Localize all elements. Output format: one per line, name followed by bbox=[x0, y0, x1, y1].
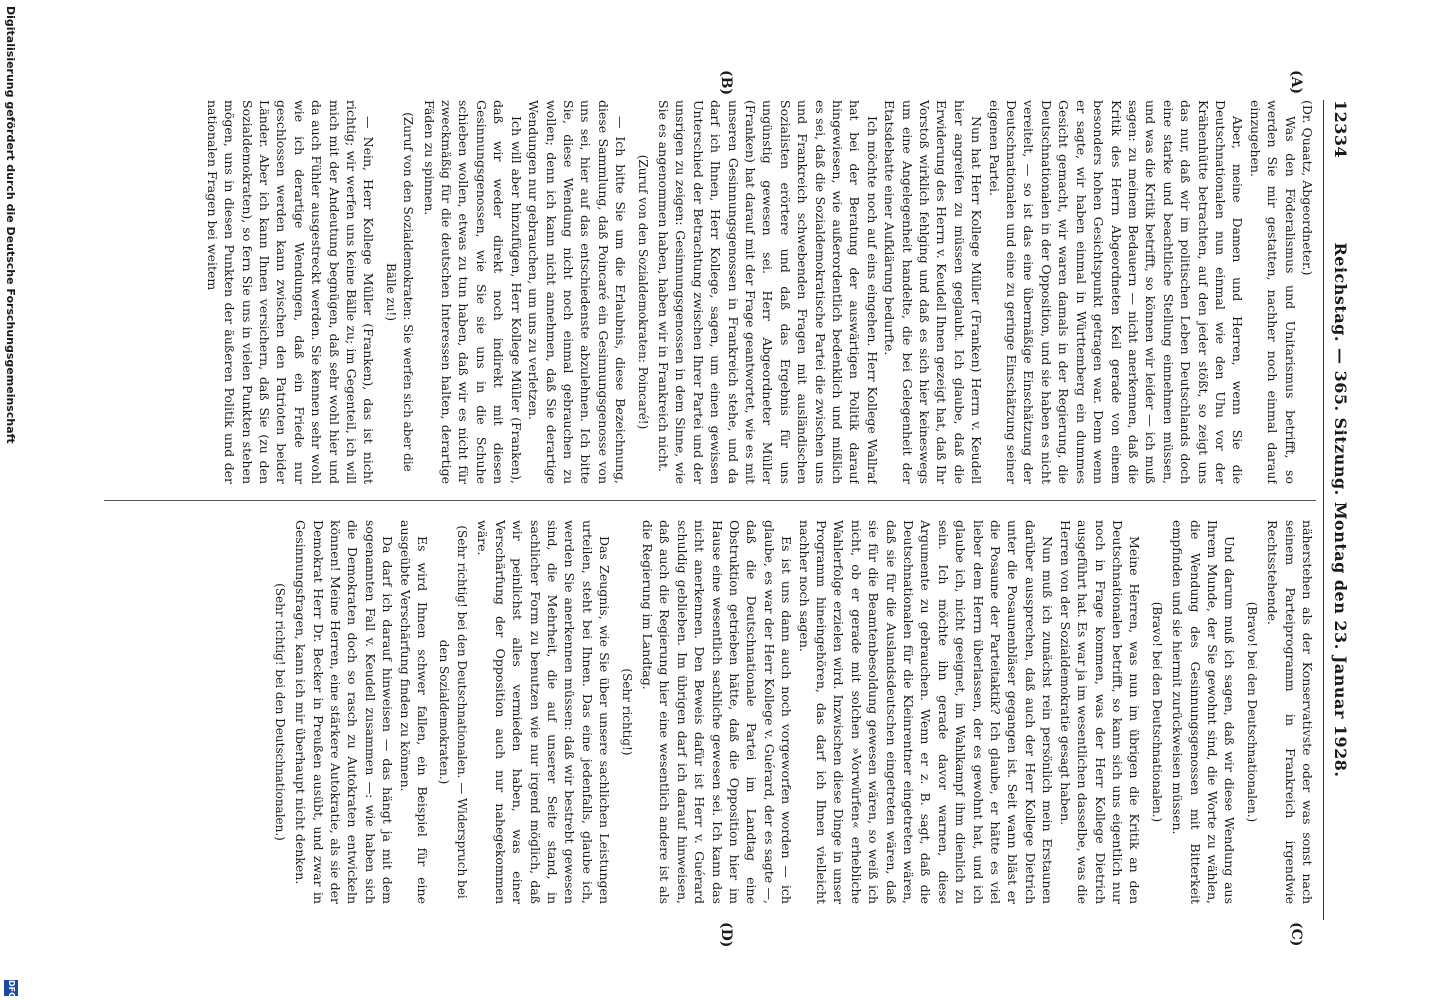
margin-marker-d: (D) bbox=[718, 922, 734, 948]
margin-marker-b: (B) bbox=[718, 70, 734, 96]
paragraph: Da darf ich darauf hinweisen — das hängt ja mit dem sogenannten Fall v. Keudell zusammen —: wie haben sich die Demokraten doch so rasch zu Autokraten entwickeln können! Meine Herren, eine stärkere Autokratie, als sie der Demokrat Herr Dr. Becker in Preußen ausübt, und zwar in Gesinnungsfragen, kann ich mir überhaupt nicht denken. bbox=[293, 520, 396, 904]
interjection: (Zuruf von den Sozialdemokraten: Sie werfen sich aber die Bälle zu!) bbox=[383, 112, 416, 472]
page-header bbox=[1324, 100, 1354, 920]
interjection: (Bravo! bei den Deutschnationalen.) bbox=[1244, 601, 1259, 823]
paragraph: Es wird Ihnen schwer fallen, ein Beispiel für eine ausgeübte Verschärfung finden zu können. bbox=[397, 520, 431, 904]
right-column bbox=[104, 520, 1316, 904]
header-rule bbox=[1323, 100, 1324, 920]
page-title: Reichstag. — 365. Sitzung. Montag den 23. Januar 1928. bbox=[1331, 242, 1350, 778]
interjection: (Zuruf von den Sozialdemokraten: Poincaré!) bbox=[635, 154, 650, 430]
speaker-line: (Dr. Quaatz, Abgeordneter.) bbox=[1300, 100, 1315, 276]
paragraph: Meine Herren, was nun im übrigen die Kritik an den Deutschnationalen betrifft, so kann sich uns eigentlich nur noch in Frage kommen, was der Herr Kollege Dietrich ausgeführt hat. Es war ja im wesentlichen dasselbe, was die Herren von der Sozialdemokratie gesagt haben. bbox=[1057, 520, 1143, 904]
interjection: (Sehr richtig!) bbox=[619, 668, 634, 756]
digitization-footer bbox=[0, 0, 20, 1000]
paragraph: Nun hat Herr Kollege Müller (Franken) Herrn v. Keudell hier angreifen zu müssen geglaubt. Ich glaube, daß die Erwiderung des Herrn v. Keudell Ihnen gezeigt hat, daß Ihr Vorstoß wirklich fehlging und daß es sich hier keineswegs um eine Angelegenheit handelte, die bei Gelegenheit der Etatsdebatte einer Aufklärung bedurfte. bbox=[882, 100, 985, 484]
dfg-logo-icon: DFG bbox=[4, 980, 18, 996]
funding-credit: Digitalisierung gefördert durch die Deutsche Forschungsgemeinschaft bbox=[4, 6, 17, 444]
page-number: 12334 bbox=[1331, 100, 1350, 159]
interjection: (Bravo! bei den Deutschnationalen.) bbox=[1149, 601, 1164, 823]
paragraph: Ich möchte noch auf eins eingehen. Herr Kollege Wallraf hat bei der Beratung der auswärtigen Politik darauf hingewiesen, wie außerordentlich bedenklich und mißlich es sei, daß die Sozialdemokratische Partei die zwischen uns und Frankreich schwebenden Fragen mit ausländischen Sozialisten erörtere und daß das Ergebnis für uns ungünstig gewesen sei. Herr Abgeordneter Müller (Franken) hat darauf mit der Frage geantwortet, wie es mit unseren Gesinnungsgenossen in Frankreich stehe, und da darf ich Ihnen, Herr Kollege, sagen, um einen gewissen Unterschied der Betrachtung zwischen Ihrer Partei und der unsrigen zu zeigen: Gesinnungsgenossen in dem Sinne, wie Sie es angenommen haben, haben wir in Frankreich nicht. bbox=[655, 100, 880, 484]
paragraph: Aber, meine Damen und Herren, wenn Sie die Deutschnationalen nun einmal wie den Uhu vor der Krähenhütte betrachten, auf den jeder stößt, so zeigt uns das nur, daß wir im politischen Leben Deutschlands doch eine starke und beachtliche Stellung einnehmen müssen, und was die Kritik betrifft, so können wir leider — ich muß sagen: zu meinem Bedauern — nicht anerkennen, daß die Kritik des Herrn Abgeordneten Keil gerade von einem besonders hohen Gesichtspunkt getragen war. Denn wenn er sagte, wir haben einmal in Württemberg ein dummes Gesicht gemacht, wir waren damals in der Regierung, die Deutschnationalen in der Opposition, und sie haben es nicht vereitelt, — so ist das eine übermäßige Einschätzung der Deutschnationalen und eine zu geringe Einschätzung seiner eigenen Partei. bbox=[986, 100, 1246, 484]
paragraph: — Nein, Herr Kollege Müller (Franken), das ist nicht richtig; wir werfen uns keine Bälle zu; im Gegenteil, ich will mich mit der Andeutung begnügen, daß sehr wohl hier und da auch Fühler ausgestreckt werden. Sie kennen sehr wohl wie ich derartige Wendungen, daß ein Friede nur geschlossen werden kann zwischen den Patrioten beider Länder. Aber ich kann Ihnen versichern, daß Sie (zu den Sozialdemokraten), so fern Sie uns in vielen Punkten stehen mögen, uns in diesen Punkten der äußeren Politik und der nationalen Fragen bei weitem bbox=[204, 100, 377, 484]
margin-marker-c: (C) bbox=[1288, 922, 1304, 947]
column-divider bbox=[104, 500, 1316, 501]
paragraph: Das Zeugnis, wie Sie über unsere sachlichen Leistungen urteilen, steht bei Ihnen. Das eine jedenfalls, glaube ich, werden Sie anerkennen müssen: daß wir bestrebt gewesen sind, die Mehrheit, die auf unserer Seite stand, in sachlicher Form zu benutzen wie nur irgend möglich, daß wir peinlichst alles vermieden haben, was einer Verschärfung der Opposition auch nur nahegekommen wäre. bbox=[475, 520, 613, 904]
interjection: (Sehr richtig! bei den Deutschnationalen. — Widerspruch bei den Sozialdemokraten.) bbox=[437, 525, 469, 899]
paragraph: Ich will aber hinzufügen, Herr Kollege Müller (Franken), daß wir weder direkt noch indirekt mit diesen Gesinnungsgenossen, wie Sie sie uns in die Schuhe schieben wollen, etwas zu tun haben, daß wir es nicht für zweckmäßig für die deutschen Interessen halten, derartige Fäden zu spinnen. bbox=[421, 100, 524, 484]
paragraph: — Ich bitte Sie um die Erlaubnis, diese Bezeichnung, diese Sammlung, daß Poincaré ein Gesinnungsgenosse von uns sei, hier auf das entschiedenste abzulehnen. Ich bitte Sie, diese Wendung nicht noch einmal gebrauchen zu wollen; denn ich kann nicht annehmen, daß Sie derartige Wendungen nur gebrauchen, um uns zu verletzen. bbox=[526, 100, 629, 484]
left-column bbox=[104, 100, 1316, 484]
paragraph: Was den Föderalismus und Unitarismus betrifft, so werden Sie mir gestatten, nachher noch einmal darauf einzugehen. bbox=[1247, 100, 1298, 484]
margin-marker-a: (A) bbox=[1288, 70, 1304, 95]
paragraph: Und darum muß ich sagen, daß wir diese Wendung aus Ihrem Munde, der Sie gewohnt sind, die Worte zu wählen, die Wendung des Gesinnungsgenossen mit Bitterkeit empfinden und sie hiermit zurückweisen müssen. bbox=[1170, 520, 1238, 904]
paragraph: Es ist uns dann auch noch vorgeworfen worden — ich glaube, es war der Herr Kollege v. Guérard, der es sagte —, daß die Deutschnationale Partei im Landtag eine Obstruktion getrieben hätte, daß die Opposition hier im Hause eine wesentlich sachliche gewesen sei. Ich kann das nicht anerkennen. Den Beweis dafür ist Herr v. Guérard schuldig geblieben. Im übrigen darf ich darauf hinweisen, daß auch die Regierung hier eine wesentlich andere ist als die Regierung im Landtag. bbox=[639, 520, 795, 904]
paragraph: näherstehen als der Konservativste oder was sonst nach seinem Parteiprogramm in Frankreich irgendwie Rechtsstehende. bbox=[1265, 520, 1315, 904]
paragraph: Nun muß ich zunächst rein persönlich mein Erstaunen darüber aussprechen, daß auch der Herr Kollege Dietrich unter die Posaunenbläser gegangen ist. Seit wann bläst er die Posaune der Parteitaktik? Ich glaube, er hätte es viel lieber dem Herrn überlassen, der es gewohnt hat, und ich glaube ich, nicht geeignet, im Wahlkampf ihm dienlich zu sein. Ich möchte ihn gerade davor warnen, diese Argumente zu gebrauchen. Wenn er z. B. sagt, daß die Deutschnationalen für die Kleinrentner eingetreten wären, daß sie für die Auslandsdeutschen eingetreten wären, daß sie für die Beamtenbesoldung gewesen wären, so weiß ich nicht, ob er gerade mit solchen »Vorwürfen« erhebliche Wahlerfolge erzielen wird. Inzwischen diese Dinge in unser Programm hineingehören, das darf ich Ihnen vielleicht nachher noch sagen. bbox=[796, 520, 1056, 904]
interjection: (Sehr richtig! bei den Deutschnationalen.) bbox=[272, 583, 287, 841]
